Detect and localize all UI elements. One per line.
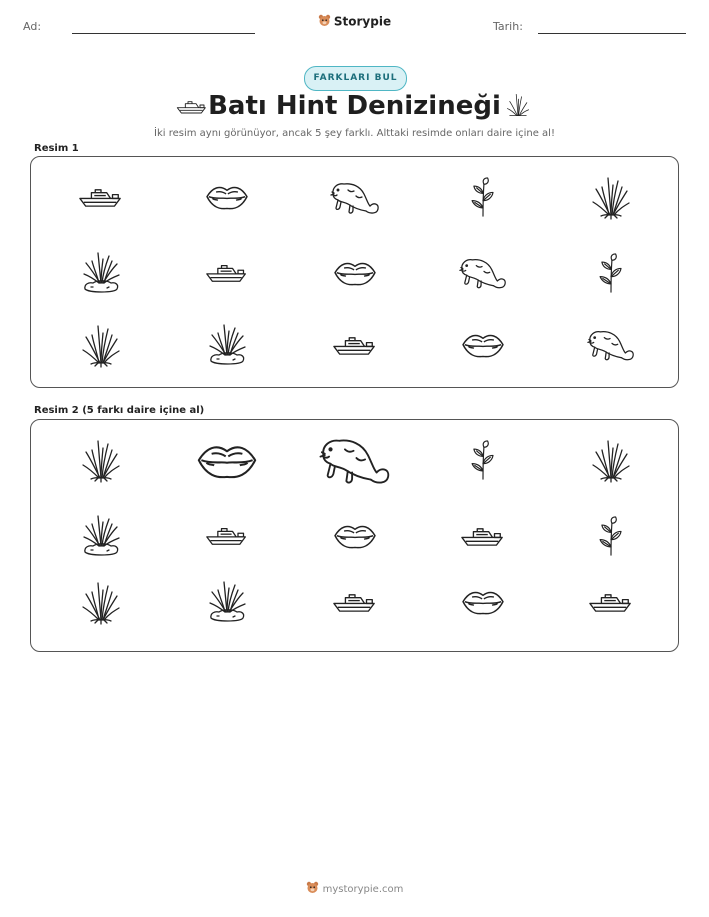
instructions: İki resim aynı görünüyor, ancak 5 şey farklı. Alttaki resimde onları daire içine al! (154, 128, 555, 139)
bear-icon (318, 14, 331, 30)
grass-icon[interactable] (187, 572, 267, 632)
grass-icon[interactable] (61, 572, 141, 632)
boat-icon[interactable] (571, 572, 651, 632)
brand-logo (0, 14, 709, 30)
lips-icon[interactable] (443, 572, 523, 632)
picture2-panel[interactable] (30, 419, 679, 652)
boat-icon[interactable] (187, 506, 267, 566)
lips-icon[interactable] (315, 506, 395, 566)
manatee-icon[interactable] (571, 315, 651, 375)
plant-icon[interactable] (443, 430, 523, 490)
grass-icon (504, 92, 532, 122)
footer-url[interactable]: mystorypie.com (322, 884, 404, 895)
bear-icon (306, 881, 319, 897)
name-line[interactable] (72, 33, 255, 34)
boat-icon[interactable] (315, 572, 395, 632)
grass-icon[interactable] (61, 430, 141, 490)
lips-icon[interactable] (187, 430, 267, 490)
boat-icon[interactable] (315, 315, 395, 375)
date-label: Tarih: (493, 20, 523, 33)
brand-name: Storypie (333, 14, 392, 29)
picture1-grid (31, 157, 678, 387)
grass-icon[interactable] (571, 167, 651, 227)
plant-icon[interactable] (443, 167, 523, 227)
picture1-label: Resim 1 (34, 143, 79, 154)
boat-icon[interactable] (443, 506, 523, 566)
lips-icon[interactable] (443, 315, 523, 375)
boat-icon[interactable] (187, 243, 267, 303)
lips-icon[interactable] (315, 243, 395, 303)
name-label: Ad: (23, 20, 42, 33)
picture2-grid (31, 420, 678, 651)
grass-icon[interactable] (571, 430, 651, 490)
footer (0, 881, 709, 897)
grass-icon[interactable] (61, 506, 141, 566)
manatee-icon[interactable] (315, 167, 395, 227)
grass-icon[interactable] (187, 315, 267, 375)
boat-icon[interactable] (61, 167, 141, 227)
lips-icon[interactable] (187, 167, 267, 227)
manatee-icon[interactable] (315, 430, 395, 490)
plant-icon[interactable] (571, 243, 651, 303)
plant-icon[interactable] (571, 506, 651, 566)
picture2-label: Resim 2 (5 farkı daire içine al) (34, 405, 205, 416)
find-differences-badge: FARKLARI BUL (304, 66, 407, 91)
page-title: Batı Hint Denizineği (208, 91, 501, 121)
grass-icon[interactable] (61, 315, 141, 375)
date-line[interactable] (538, 33, 686, 34)
manatee-icon[interactable] (443, 243, 523, 303)
picture1-panel (30, 156, 679, 388)
grass-icon[interactable] (61, 243, 141, 303)
